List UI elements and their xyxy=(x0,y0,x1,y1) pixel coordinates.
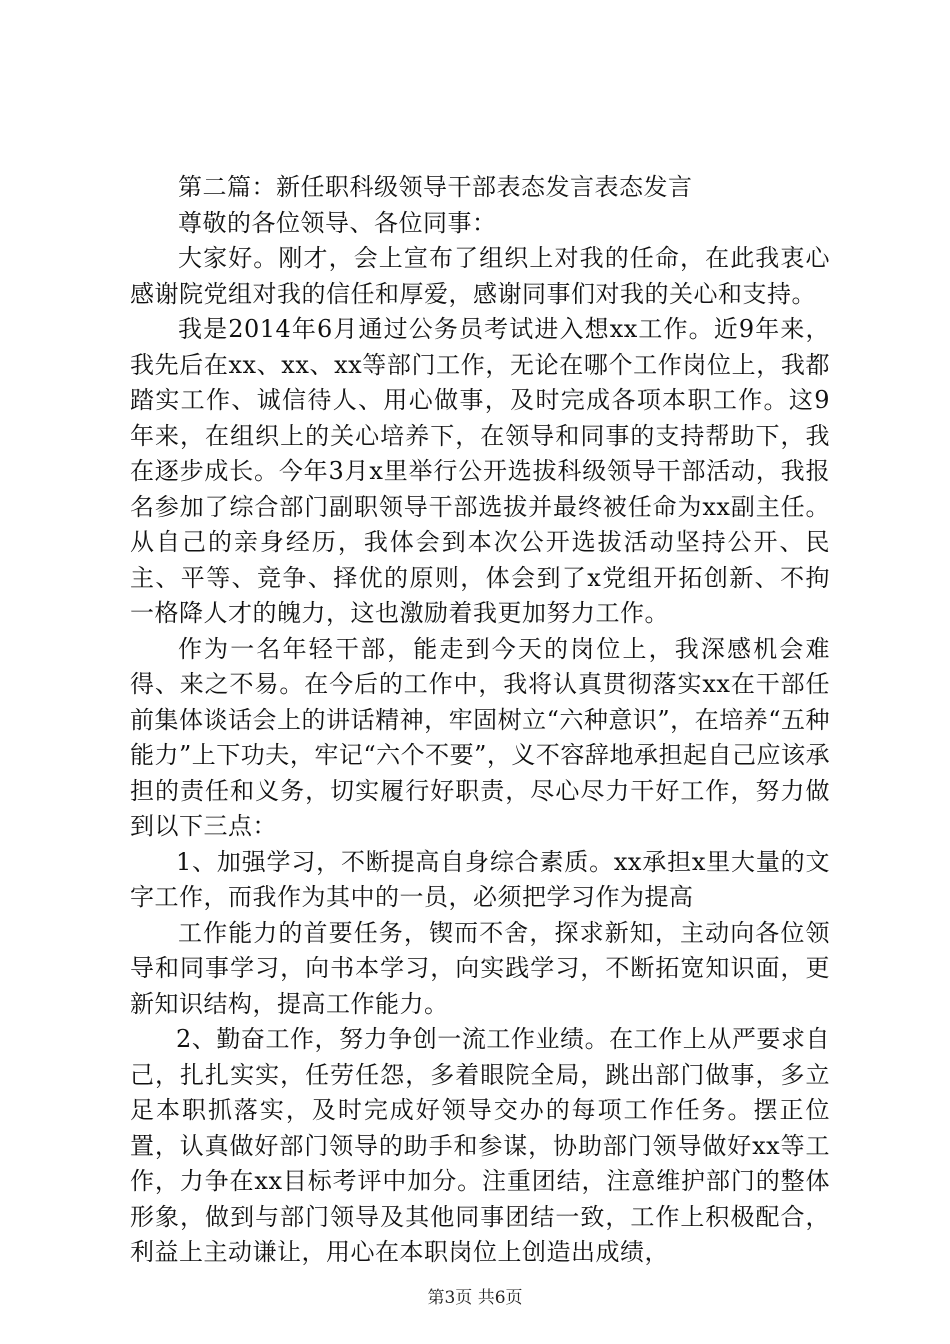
document-title: 第二篇：新任职科级领导干部表态发言表态发言 xyxy=(178,173,693,201)
paragraph: 我是2014年6月通过公务员考试进入想xx工作。近9年来，我先后在xx、xx、xx等部门工作，无论在哪个工作岗位上，我都踏实工作、诚信待人、用心做事，及时完成各项本职工作。这9年来，在组织上的关心培养下，在领导和同事的支持帮助下，我在逐步成长。今年3月x里举行公开选拔科级领导干部活动，我报名参加了综合部门副职领导干部选拔并最终被任命为xx副主任。从自己的亲身经历，我体会到本次公开选拔活动坚持公开、民主、平等、竞争、择优的原则，体会到了x党组开拓创新、不拘一格降人才的魄力，这也激励着我更加努力工作。 xyxy=(130,315,830,627)
document-body xyxy=(130,170,830,1271)
list-item-study: 1、加强学习，不断提高自身综合素质。xx承担x里大量的文字工作，而我作为其中的一员，必须把学习作为提高 xyxy=(130,847,830,911)
paragraph: 作为一名年轻干部，能走到今天的岗位上，我深感机会难得、来之不易。在今后的工作中，我将认真贯彻落实xx在干部任前集体谈话会上的讲话精神，牢固树立“六种意识”，在培养“五种能力”上下功夫，牢记“六个不要”，义不容辞地承担起自己应该承担的责任和义务，切实履行好职责，尽心尽力干好工作，努力做到以下三点： xyxy=(130,634,830,840)
list-item-work: 2、勤奋工作，努力争创一流工作业绩。在工作上从严要求自己，扎扎实实，任劳任怨，多着眼院全局，跳出部门做事，多立足本职抓落实，及时完成好领导交办的每项工作任务。摆正位置，认真做好部门领导的助手和参谋，协助部门领导做好xx等工作，力争在xx目标考评中加分。注重团结，注意维护部门的整体形象，做到与部门领导及其他同事团结一致，工作上积极配合，利益上主动谦让，用心在本职岗位上创造出成绩， xyxy=(130,1025,830,1266)
page-footer: 第3页 共6页 xyxy=(427,1288,523,1308)
paragraph: 大家好。刚才，会上宣布了组织上对我的任命，在此我衷心感谢院党组对我的信任和厚爱，感谢同事们对我的关心和支持。 xyxy=(130,244,830,308)
paragraph: 工作能力的首要任务，锲而不舍，探求新知，主动向各位领导和同事学习，向书本学习，向实践学习，不断拓宽知识面，更新知识结构，提高工作能力。 xyxy=(130,918,830,1018)
salutation: 尊敬的各位领导、各位同事： xyxy=(178,208,497,237)
